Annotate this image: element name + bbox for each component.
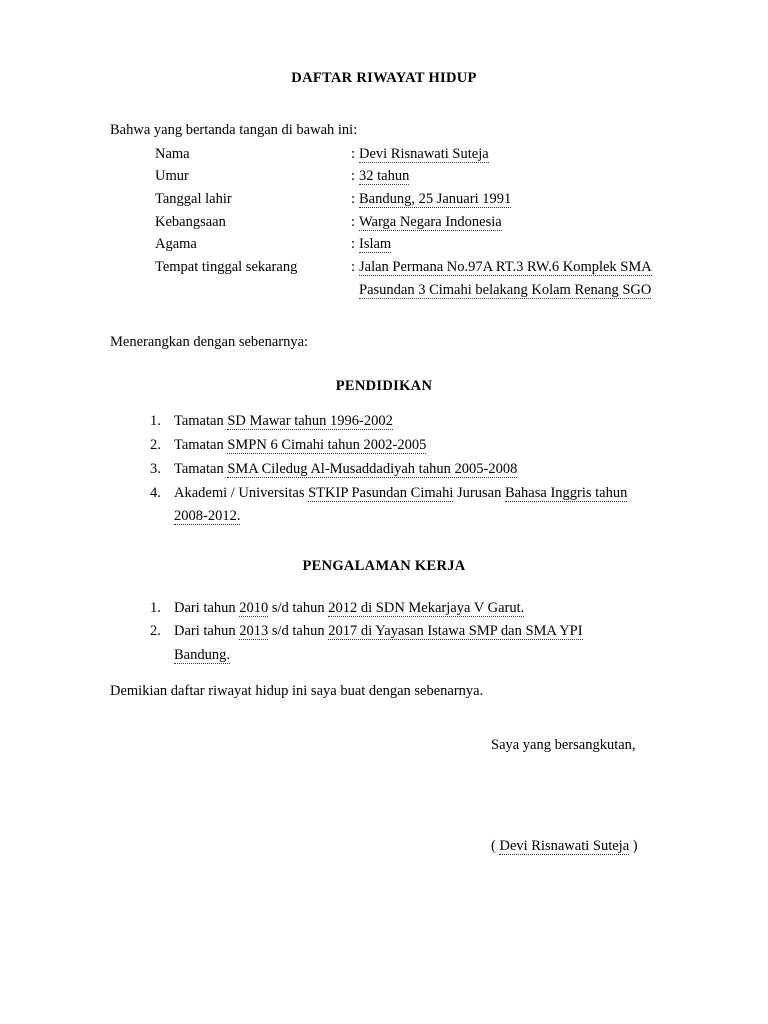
work-mid: s/d tahun — [268, 623, 329, 639]
education-item — [174, 484, 627, 502]
list-number: 4. — [150, 485, 161, 501]
bio-value-kebangsaan: Warga Negara Indonesia — [359, 214, 502, 230]
bio-value-agama: Islam — [359, 236, 392, 252]
bio-colon: : — [351, 168, 356, 184]
education-prefix: Tamatan — [174, 437, 228, 453]
signature-name-line — [491, 837, 638, 855]
work-item — [174, 622, 583, 640]
list-number: 3. — [150, 461, 161, 477]
bio-value-umur: 32 tahun — [359, 168, 410, 184]
bio-value-tempat-tinggal-cont: Pasundan 3 Cimahi belakang Kolam Renang SGO — [359, 282, 652, 298]
document-title: DAFTAR RIWAYAT HIDUP — [291, 70, 477, 86]
education-prefix: Tamatan — [174, 413, 228, 429]
education-heading: PENDIDIKAN — [335, 378, 433, 394]
education-fill: SMPN 6 Cimahi tahun 2002-2005 — [227, 437, 427, 453]
list-number: 1. — [150, 413, 161, 429]
bio-colon: : — [351, 236, 356, 252]
education-fill: SD Mawar tahun 1996-2002 — [227, 413, 393, 429]
education-item — [174, 436, 426, 454]
statement-text: Menerangkan dengan sebenarnya: — [110, 334, 309, 350]
signature-name: Devi Risnawati Suteja — [499, 838, 630, 854]
bio-value-tanggal-lahir: Bandung, 25 Januari 1991 — [359, 191, 512, 207]
bio-value-nama: Devi Risnawati Suteja — [359, 146, 489, 162]
bio-label-tanggal-lahir: Tanggal lahir — [155, 191, 232, 207]
education-fill-2: Bahasa Inggris tahun — [504, 485, 628, 501]
work-prefix: Dari tahun — [174, 600, 240, 616]
paren-open: ( — [491, 838, 500, 854]
work-prefix: Dari tahun — [174, 623, 240, 639]
work-fill-cont: Bandung. — [174, 647, 230, 663]
bio-label-umur: Umur — [155, 168, 189, 184]
list-number: 1. — [150, 600, 161, 616]
bio-colon: : — [351, 214, 356, 230]
work-year-start: 2010 — [239, 600, 269, 616]
paren-close: ) — [629, 838, 638, 854]
bio-label-tempat-tinggal: Tempat tinggal sekarang — [155, 259, 298, 275]
education-prefix: Akademi / Universitas — [174, 485, 309, 501]
work-year-end: 2017 di Yayasan Istawa SMP dan SMA YPI — [328, 623, 583, 639]
bio-colon: : — [351, 259, 356, 275]
work-item — [174, 599, 524, 617]
bio-label-nama: Nama — [155, 146, 190, 162]
list-number: 2. — [150, 623, 161, 639]
signature-label: Saya yang bersangkutan, — [491, 737, 636, 753]
work-mid: s/d tahun — [268, 600, 329, 616]
education-fill: SMA Ciledug Al-Musaddadiyah tahun 2005-2008 — [227, 461, 518, 477]
bio-colon: : — [351, 146, 356, 162]
education-item — [174, 460, 517, 478]
work-heading: PENGALAMAN KERJA — [302, 558, 466, 574]
work-year-end: 2012 di SDN Mekarjaya V Garut. — [328, 600, 525, 616]
work-year-start: 2013 — [239, 623, 269, 639]
education-fill-cont: 2008-2012. — [174, 508, 241, 524]
education-item — [174, 412, 393, 430]
bio-label-kebangsaan: Kebangsaan — [155, 214, 226, 230]
bio-colon: : — [351, 191, 356, 207]
education-fill: STKIP Pasundan Cimahi — [308, 485, 454, 501]
bio-label-agama: Agama — [155, 236, 197, 252]
closing-text: Demikian daftar riwayat hidup ini saya buat dengan sebenarnya. — [110, 683, 484, 699]
education-middle: Jurusan — [453, 485, 505, 501]
list-number: 2. — [150, 437, 161, 453]
bio-value-tempat-tinggal: Jalan Permana No.97A RT.3 RW.6 Komplek SMA — [359, 259, 652, 275]
education-prefix: Tamatan — [174, 461, 228, 477]
intro-text: Bahwa yang bertanda tangan di bawah ini: — [110, 122, 358, 138]
